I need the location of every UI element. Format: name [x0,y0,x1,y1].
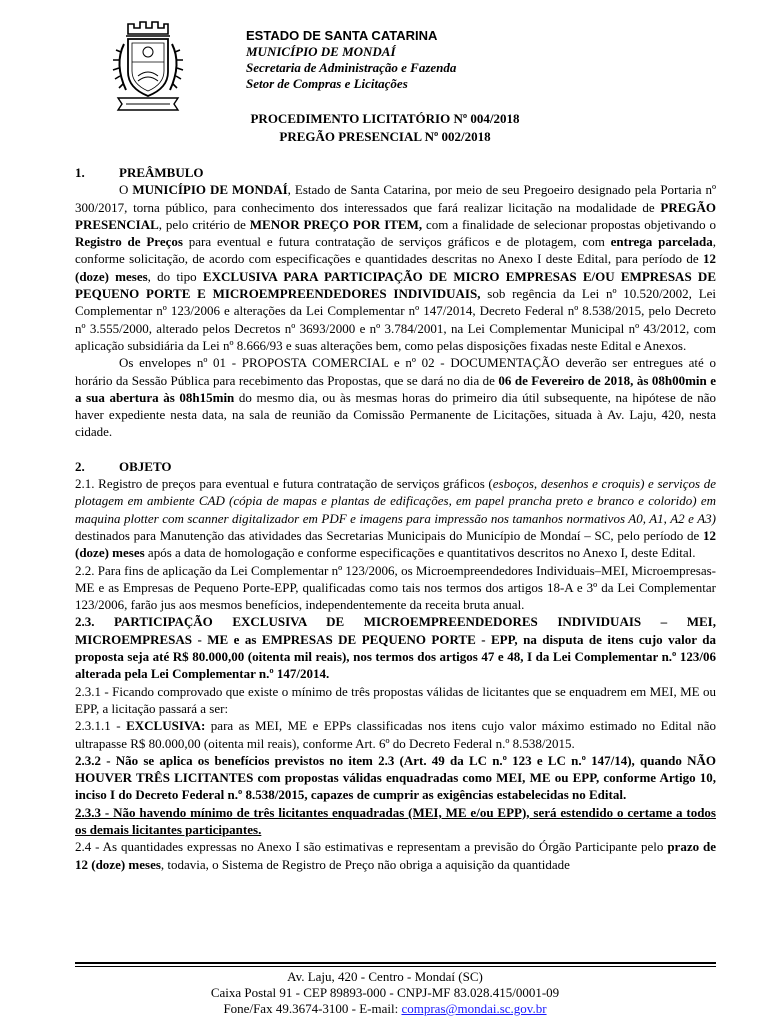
text-run: 12 (doze) meses [75,527,716,561]
secretariat-name: Secretaria de Administração e Fazenda [246,60,457,75]
text-run: , todavia, o Sistema de Registro de Preço não obriga a aquisição da quantidade [160,856,570,872]
state-name: ESTADO DE SANTA CATARINA [246,28,438,43]
text-run: destinados para Manutenção das atividades das Secretarias Municipais do Município de Mondaí – SC, pelo período de [75,527,703,543]
footer-phone: Fone/Fax 49.3674-3100 - E-mail: [223,1001,402,1016]
preamble-paragraph-2 [75,354,716,440]
municipality-name: MUNICÍPIO DE MONDAÍ [246,44,396,59]
clause-2-2 [75,562,716,614]
text-run: entrega parcelada [610,234,713,250]
text-run: , do tipo [147,268,203,284]
section-number: 2. [75,458,85,474]
text-run: do mesmo dia, ou às mesmas horas do primeiro dia útil subsequente, na hipótese de não haver expediente nesta data, na sala de reunião da Comissão Permanente de Licitações, situada à Av. Laju, 420, nesta cidade. [75,389,716,440]
footer [0,969,770,1017]
letterhead [246,28,456,92]
clause-2-3-2 [75,752,716,804]
footer-rule-thin [75,966,716,967]
section-title: PREÂMBULO [119,165,204,180]
text-run: PREGÃO PRESENCIAL [75,199,716,232]
preamble-paragraph-1 [75,181,716,354]
text-run: MENOR PREÇO POR ITEM, [249,216,423,232]
text-run: para eventual e futura contratação de serviços gráficos e de plotagem, com [182,234,611,250]
text-run: 2.3.2 - Não se aplica os benefícios previstos no item 2.3 (Art. 49 da LC n.º 123 e LC n.º 147/14), quando NÃO HOUVER TRÊS LICITANTES com propostas válidas enquadradas como MEI, ME ou EPP, conforme Artigo 10, inciso I do Decreto Federal n.º 8.538/2015, capazes de cumprir as exigências estabelecidas no Edital. [75,752,716,803]
clause-2-3-1 [75,683,716,718]
municipal-coat-of-arms [104,14,190,114]
footer-contact [0,1001,770,1017]
section-heading-object [75,458,716,475]
document-body [75,164,716,873]
auction-number: PREGÃO PRESENCIAL Nº 002/2018 [279,129,491,144]
text-run: esboços, desenhos e croquis) e serviços de plotagem em ambiente CAD (cópia de mapas e plantas de edificações, em papel prancha preto e branco e colorido) em maquina plotter com scanner digitalizador em PDF e imagens para impressão nos tamanhos normativos A0, A1, A2 e A3) [75,476,716,526]
text-run: EXCLUSIVA PARA PARTICIPAÇÃO DE MICRO EMPRESAS E/OU EMPRESAS DE PEQUENO PORTE E MICROEMPREENDEDORES INDIVIDUAIS, [75,268,716,302]
clause-2-3 [75,613,716,682]
text-run: 2.3.1.1 - [75,718,127,734]
text-run: após a data de homologação e conforme especificações e quantitativos descritos no Anexo I, deste Edital. [144,545,696,561]
clause-2-1 [75,475,716,561]
section-number: 1. [75,165,85,180]
text-run: , Estado de Santa Catarina, por meio de seu Pregoeiro designado pela Portaria nº 300/2017, torna público, para conhecimento dos interessados que fará realizar licitação na modalidade de [75,182,716,215]
clause-2-3-3 [75,804,716,839]
text-run: EXCLUSIVA: [126,718,206,734]
footer-address: Av. Laju, 420 - Centro - Mondaí (SC) [287,969,483,984]
clause-2-4 [75,838,716,873]
clause-2-3-1-1 [75,717,716,752]
text-run: prazo de 12 (doze) meses [75,839,716,872]
text-run: Registro de Preços [75,234,183,250]
text-run: com a finalidade de selecionar propostas objetivando o [422,216,717,232]
footer-postal-info: Caixa Postal 91 - CEP 89893-000 - CNPJ-MF 83.028.415/0001-09 [210,985,560,1000]
text-run: , pelo critério de [158,216,250,232]
text-run: 2.3.1 - Ficando comprovado que existe o mínimo de três propostas válidas de licitantes que se enquadrem em MEI, ME ou EPP, a licitação passará a ser: [75,683,716,716]
text-run: sob regência da Lei nº 10.520/2002, Lei Complementar nº 123/2006 e alterações da Lei Complementar nº 147/2014, Decreto Federal nº 8.538/2015, pelo Decreto nº 3.555/2000, alterado pelos Decretos nº 3693/2000 e nº 3.784/2001, na Lei Complementar Municipal nº 43/2012, com aplicação subsidiária da Lei nº 8.666/93 e suas alterações bem, como pelas disposições fixadas neste Edital e Anexos. [75,286,717,353]
section-title: OBJETO [119,458,172,474]
text-run: 2.2. Para fins de aplicação da Lei Complementar nº 123/2006, os Microempreendedores Individuais–MEI, Microempresas-ME e as Empresas de Pequeno Porte-EPP, qualificadas como tais nos termos dos artigos 18-A e 3º da Lei Complementar 123/2006, farão jus aos mesmos benefícios, independentemente da receita bruta anual. [75,562,716,613]
text-run: para as MEI, ME e EPPs classificadas nos itens cujo valor máximo estimado no Edital não ultrapasse R$ 80.000,00 (oitenta mil reais), conforme Art. 6º do Decreto Federal n.º 8.538/2015. [75,718,716,751]
text-run: 2.3.3 - Não havendo mínimo de três licitantes enquadradas (MEI, ME e/ou EPP), será estendido o certame a todos os demais licitantes participantes. [75,804,716,837]
email-link[interactable]: compras@mondai.sc.gov.br [401,1001,547,1016]
procedure-title [0,110,770,146]
text-run: 06 de Fevereiro de 2018, às 08h00min e a sua abertura às 08h15min [75,372,716,405]
procedure-number: PROCEDIMENTO LICITATÓRIO Nº 004/2018 [250,111,520,126]
section-heading-preamble [75,164,716,181]
text-run: 2.1. Registro de preços para eventual e futura contratação de serviços gráficos ( [75,476,493,492]
text-run: 2.4 - As quantidades expressas no Anexo I são estimativas e representam a previsão do Órgão Participante pelo [75,839,668,855]
text-run: Os envelopes nº 01 - PROPOSTA COMERCIAL e nº 02 - DOCUMENTAÇÃO deverão ser entregues até o horário da Sessão Pública para recebimento das Propostas, que se dará no dia de [75,355,716,388]
footer-rule [75,962,716,964]
text-run: 2.3. PARTICIPAÇÃO EXCLUSIVA DE MICROEMPREENDEDORES INDIVIDUAIS – MEI, MICROEMPRESAS - ME e as EMPRESAS DE PEQUENO PORTE - EPP, na disputa de itens cujo valor da proposta seja até R$ 80.000,00 (oitenta mil reais), nos termos dos artigos 47 e 48, I da Lei Complementar n.º 123/06 alterada pela Lei Complementar n.º 147/2014. [75,614,716,682]
text-run: MUNICÍPIO DE MONDAÍ [132,182,288,198]
text-run: 12 (doze) meses [75,251,716,284]
sector-name: Setor de Compras e Licitações [246,76,408,91]
text-run: , conforme solicitação, de acordo com especificações e quantidades descritas no Anexo I deste Edital, para período de [75,234,717,267]
text-run: O [119,182,133,198]
